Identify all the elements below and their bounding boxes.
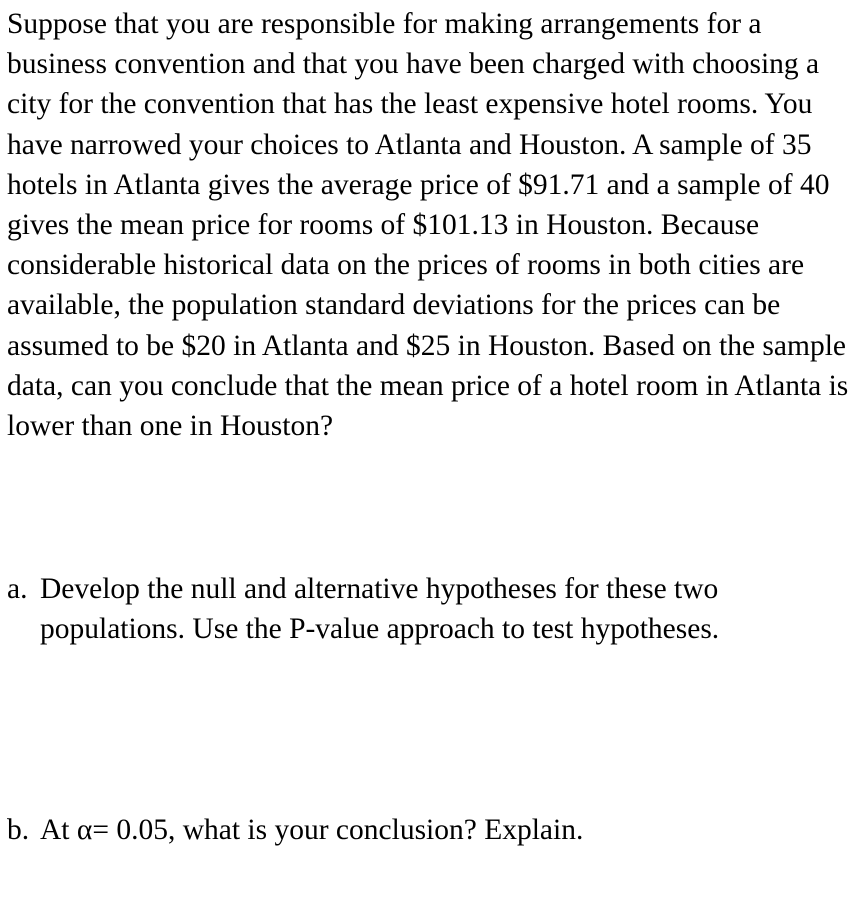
- question-part-a: [7, 569, 852, 649]
- part-a-text: Develop the null and alternative hypotheses for these two populations. Use the P-value approach to test hypotheses.: [40, 573, 720, 646]
- problem-intro: Suppose that you are responsible for making arrangements for a business convention and that you have been charged with choosing a city for the convention that has the least expensive hotel rooms. You have narrowed your choices to Atlanta and Houston. A sample of 35 hotels in Atlanta gives the average price of $91.71 and a sample of 40 gives the mean price for rooms of $101.13 in Houston. Because considerable historical data on the prices of rooms in both cities are available, the population standard deviations for the prices can be assumed to be $20 in Atlanta and $25 in Houston. Based on the sample data, can you conclude that the mean price of a hotel room in Atlanta is lower than one in Houston?: [7, 8, 849, 443]
- question-part-b: [7, 810, 852, 850]
- part-a-label: a.: [7, 573, 28, 605]
- problem-document: [7, 4, 852, 846]
- part-b-label: b.: [7, 814, 30, 846]
- part-b-text: At α= 0.05, what is your conclusion? Explain.: [40, 814, 584, 846]
